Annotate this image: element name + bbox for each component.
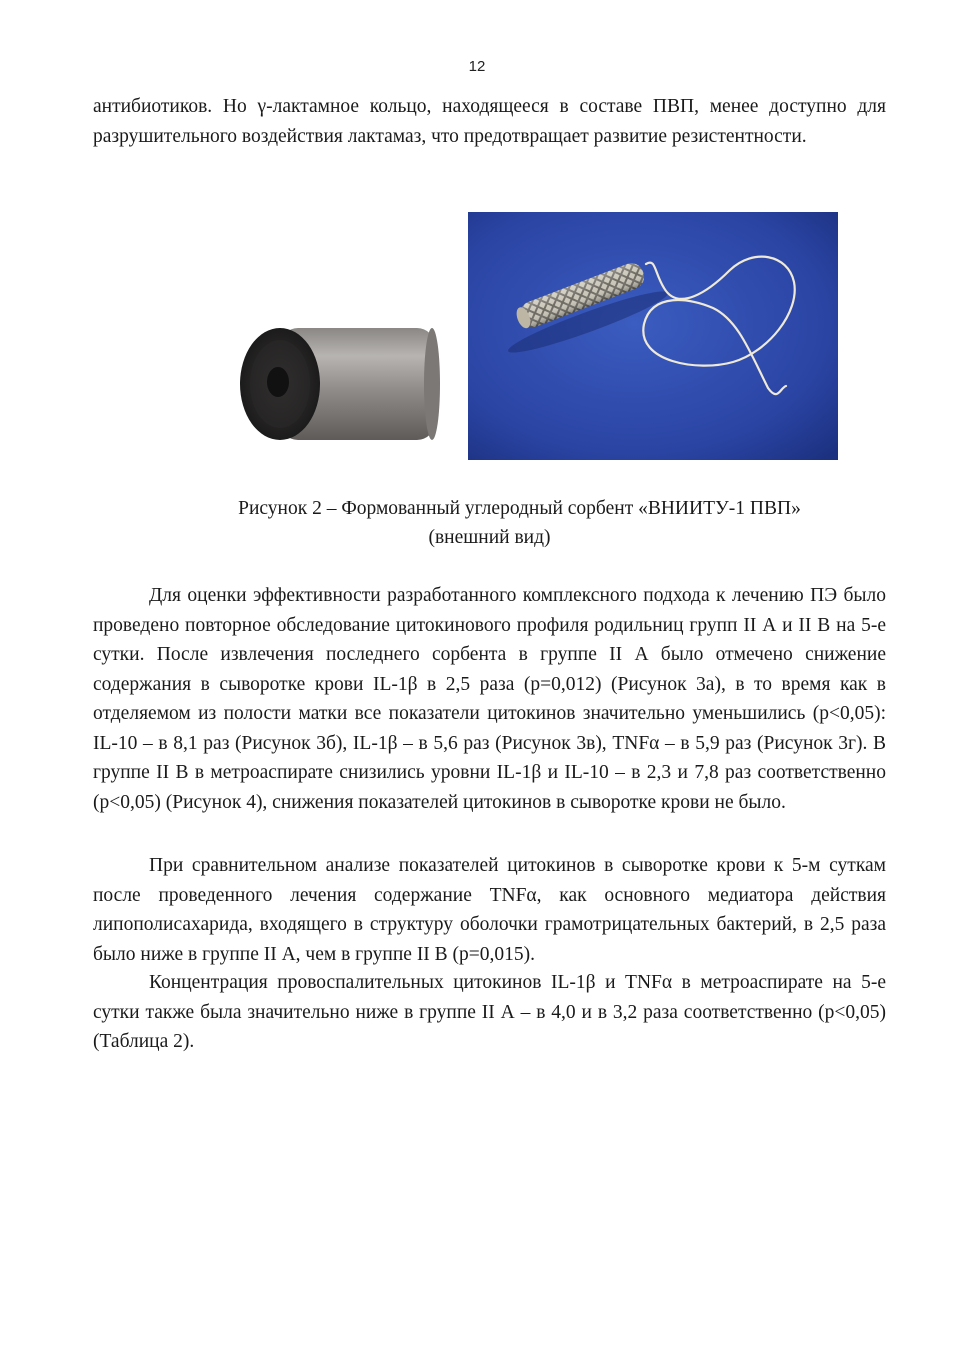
page-number: 12 [468, 58, 486, 75]
intro-paragraph: антибиотиков. Но γ-лактамное кольцо, находящееся в составе ПВП, менее доступно для разрушительного воздействия лактамаз, что предотвращает развитие резистентности. [93, 96, 886, 147]
sorbent-cylinder-photo [232, 318, 454, 450]
figure-caption [93, 494, 886, 552]
body-paragraph-2: При сравнительном анализе показателей цитокинов в сыворотке крови к 5-м суткам после проведенного лечения содержание TNFα, как основного медиатора действия липополисахарида, входящего в структуру оболочки грамотрицательных бактерий, в 2,5 раза было ниже в группе II А, чем в группе II В (р=0,015). [93, 855, 886, 965]
body-paragraph-3: Концентрация провоспалительных цитокинов IL-1β и TNFα в метроаспирате на 5-е сутки также была значительно ниже в группе II А – в 4,0 и в 3,2 раза соответственно (р<0,05) (Таблица 2). [93, 972, 886, 1052]
figure-caption-line2: (внешний вид) [428, 527, 551, 548]
figure-caption-line1: Рисунок 2 – Формованный углеродный сорбент «ВНИИТУ-1 ПВП» [238, 498, 801, 519]
sorbent-with-thread-photo [468, 212, 838, 460]
body-paragraph-1: Для оценки эффективности разработанного комплексного подхода к лечению ПЭ было проведено повторное обследование цитокинового профиля родильниц групп II А и II В на 5-е сутки. После извлечения последнего сорбента в группе II А было отмечено снижение содержания в сыворотке крови IL-1β в 2,5 раза (р=0,012) (Рисунок 3а), в то время как в отделяемом из полости матки все показатели цитокинов значительно уменьшились (р<0,05): IL-10 – в 8,1 раз (Рисунок 3б), IL-1β – в 5,6 раз (Рисунок 3в), TNFα – в 5,9 раз (Рисунок 3г). В группе II В в метроаспирате снизились уровни IL-1β и IL-10 – в 2,3 и 7,8 раз соответственно (р<0,05) (Рисунок 4), снижения показателей цитокинов в сыворотке крови не было. [93, 585, 886, 813]
